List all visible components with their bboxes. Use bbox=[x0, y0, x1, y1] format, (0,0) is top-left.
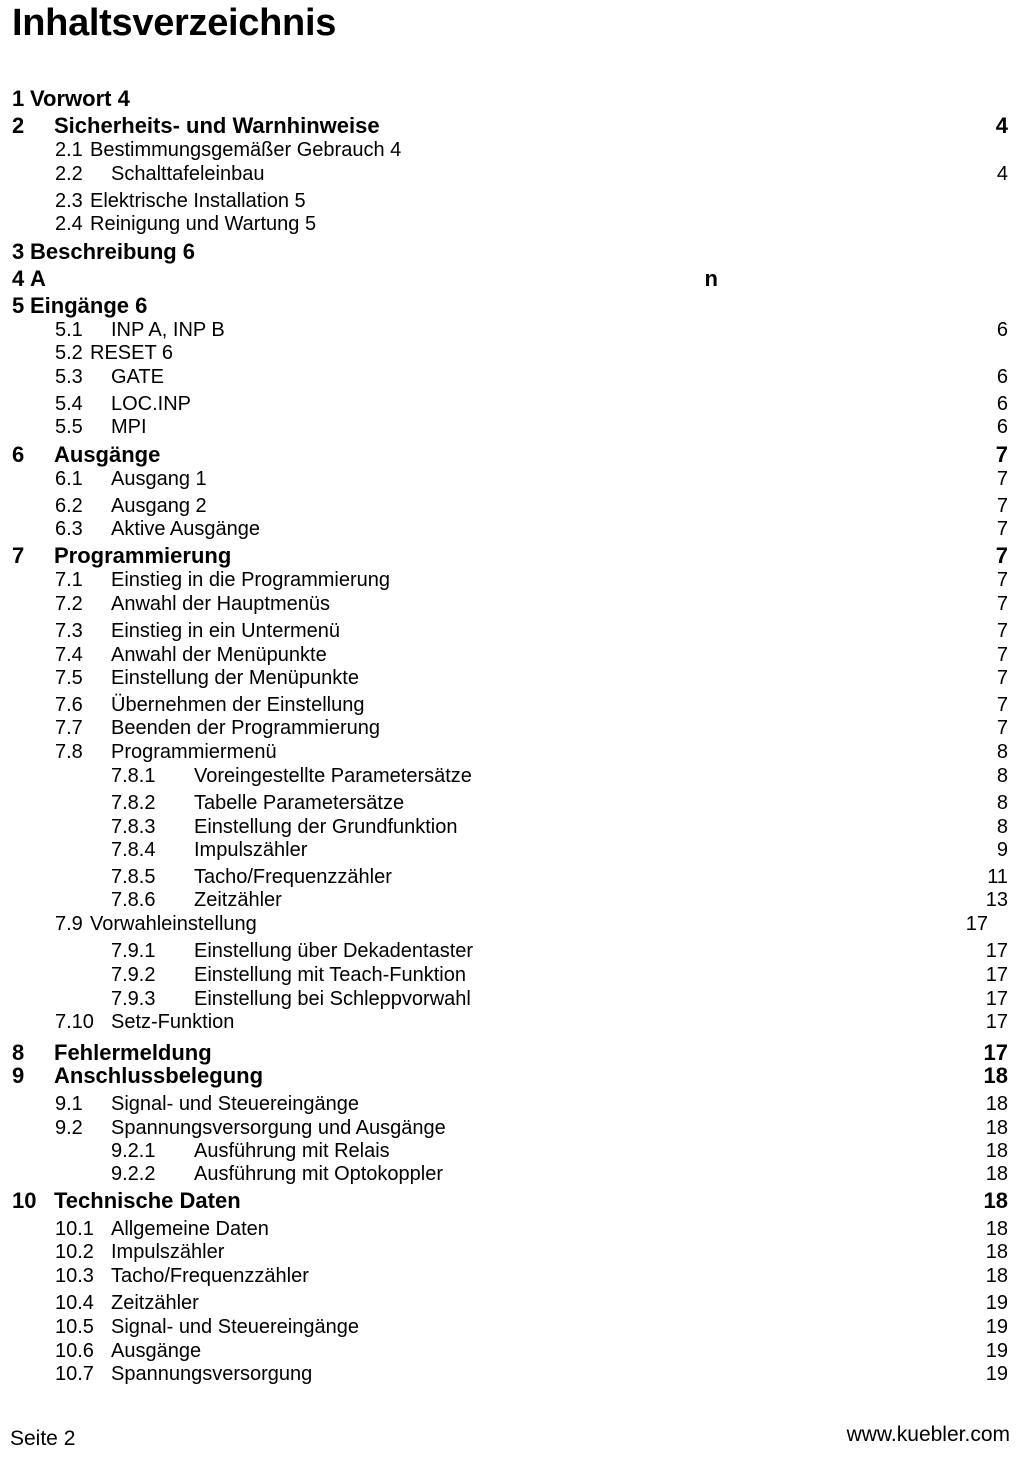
toc-entry-number: 1 bbox=[12, 86, 25, 111]
toc-entry-number: 7.9.1 bbox=[111, 940, 156, 962]
toc-entry-page: 7 bbox=[995, 543, 1008, 568]
toc-entry-page: 19 bbox=[985, 1316, 1008, 1338]
toc-entry-page: 17 bbox=[985, 964, 1008, 986]
toc-entry-page: 8 bbox=[996, 765, 1008, 787]
toc-entry-number: 2.1 bbox=[55, 139, 83, 161]
toc-entry-title: Einstellung der Menüpunkte bbox=[111, 667, 359, 689]
toc-entry-title: LOC.INP bbox=[111, 393, 192, 415]
toc-entry-page: 17 bbox=[965, 913, 988, 935]
toc-entry-page: 18 bbox=[985, 1140, 1008, 1162]
toc-entry-number: 2.3 bbox=[55, 190, 83, 212]
toc-entry-page: 7 bbox=[996, 667, 1008, 689]
toc-entry-number: 10.3 bbox=[55, 1265, 94, 1287]
toc-entry-page: 4 bbox=[996, 163, 1008, 185]
toc-entry-title: Impulszähler bbox=[194, 839, 308, 861]
toc-entry-title: Ausgänge bbox=[111, 1340, 202, 1362]
toc-entry-title: Einstieg in die Programmierung bbox=[111, 569, 391, 591]
toc-entry-title: Programmierung bbox=[54, 543, 232, 568]
toc-entry-title: Einstellung über Dekadentaster bbox=[194, 940, 474, 962]
toc-entry-page: 17 bbox=[985, 988, 1008, 1010]
toc-entry-title: Beschreibung 6 bbox=[30, 239, 196, 264]
toc-entry-title: A bbox=[30, 266, 46, 291]
toc-entry-number: 10.2 bbox=[55, 1241, 94, 1263]
toc-entry-page: 19 bbox=[985, 1363, 1008, 1385]
toc-entry-page: 6 bbox=[996, 366, 1008, 388]
toc-entry-page: 7 bbox=[996, 495, 1008, 517]
toc-entry-page: 17 bbox=[983, 1040, 1008, 1065]
toc-entry-title: Vorwort 4 bbox=[30, 86, 130, 111]
toc-entry-number: 9 bbox=[12, 1063, 25, 1088]
toc-entry-number: 9.2.2 bbox=[111, 1163, 156, 1185]
toc-entry-number: 9.2 bbox=[55, 1117, 83, 1139]
toc-entry-number: 9.2.1 bbox=[111, 1140, 156, 1162]
toc-entry-page: 18 bbox=[985, 1163, 1008, 1185]
toc-entry-number: 7.8.6 bbox=[111, 889, 156, 911]
toc-entry-page: 8 bbox=[996, 816, 1008, 838]
toc-entry-number: 6.2 bbox=[55, 495, 83, 517]
toc-entry-title: Ausgang 1 bbox=[111, 468, 207, 490]
toc-entry-page: 19 bbox=[985, 1340, 1008, 1362]
toc-entry-page: 7 bbox=[996, 717, 1008, 739]
toc-entry-title: Elektrische Installation 5 bbox=[90, 190, 306, 212]
toc-entry-title: Einstieg in ein Untermenü bbox=[111, 620, 341, 642]
toc-entry-title: Übernehmen der Einstellung bbox=[111, 694, 365, 716]
toc-entry-title: Anwahl der Hauptmenüs bbox=[111, 593, 331, 615]
toc-entry-title: Reinigung und Wartung 5 bbox=[90, 213, 317, 235]
toc-entry-number: 7.5 bbox=[55, 667, 83, 689]
toc-entry-title: MPI bbox=[111, 416, 147, 438]
toc-entry-page: 18 bbox=[985, 1117, 1008, 1139]
toc-entry-number: 10 bbox=[12, 1188, 37, 1213]
toc-entry-title: Eingänge 6 bbox=[30, 293, 148, 318]
toc-entry-page: 18 bbox=[985, 1241, 1008, 1263]
toc-entry-title: Spannungsversorgung bbox=[111, 1363, 313, 1385]
toc-entry-page: 7 bbox=[996, 593, 1008, 615]
toc-entry-number: 5.4 bbox=[55, 393, 83, 415]
toc-entry-title: Voreingestellte Parametersätze bbox=[194, 765, 472, 787]
toc-entry-number: 4 bbox=[12, 266, 25, 291]
toc-entry-page: 4 bbox=[995, 113, 1008, 138]
toc-entry-title: RESET 6 bbox=[90, 342, 173, 364]
toc-entry-title: Einstellung mit Teach-Funktion bbox=[194, 964, 466, 986]
toc-entry-title: INP A, INP B bbox=[111, 319, 225, 341]
toc-entry-title: Bestimmungsgemäßer Gebrauch 4 bbox=[90, 139, 402, 161]
toc-entry-title: Programmiermenü bbox=[111, 741, 277, 763]
toc-entry-title: Tacho/Frequenzzähler bbox=[194, 866, 392, 888]
toc-entry-page: 18 bbox=[983, 1188, 1008, 1213]
toc-entry-number: 5 bbox=[12, 293, 25, 318]
toc-entry-number: 7.4 bbox=[55, 644, 83, 666]
toc-entry-number: 7.9.2 bbox=[111, 964, 156, 986]
toc-entry-page: 7 bbox=[996, 694, 1008, 716]
toc-entry-title: Signal- und Steuereingänge bbox=[111, 1093, 359, 1115]
toc-entry-page: 19 bbox=[985, 1292, 1008, 1314]
toc-entry-title: Zeitzähler bbox=[194, 889, 282, 911]
toc-entry-title: Einstellung der Grundfunktion bbox=[194, 816, 458, 838]
toc-entry-title: Technische Daten bbox=[54, 1188, 241, 1213]
toc-entry-title: Anschlussbelegung bbox=[54, 1063, 264, 1088]
toc-entry-number: 7.8.4 bbox=[111, 839, 156, 861]
toc-entry-number: 7.2 bbox=[55, 593, 83, 615]
toc-entry-title: Tabelle Parametersätze bbox=[194, 792, 405, 814]
toc-entry-number: 7.1 bbox=[55, 569, 83, 591]
toc-entry-page: 18 bbox=[985, 1093, 1008, 1115]
toc-entry-page: 18 bbox=[983, 1063, 1008, 1088]
toc-entry-page: 6 bbox=[996, 416, 1008, 438]
toc-entry-number: 7.7 bbox=[55, 717, 83, 739]
toc-entry-number: 10.5 bbox=[55, 1316, 94, 1338]
toc-entry-page: 7 bbox=[996, 620, 1008, 642]
toc-entry-number: 7.8.5 bbox=[111, 866, 156, 888]
footer-page-label: Seite 2 bbox=[10, 1427, 76, 1450]
toc-entry-number: 9.1 bbox=[55, 1093, 83, 1115]
toc-entry-title: Signal- und Steuereingänge bbox=[111, 1316, 359, 1338]
toc-entry-title: Anwahl der Menüpunkte bbox=[111, 644, 327, 666]
toc-entry-title: Ausgang 2 bbox=[111, 495, 207, 517]
toc-entry-title: Setz-Funktion bbox=[111, 1011, 235, 1033]
toc-entry-page: 9 bbox=[996, 839, 1008, 861]
toc-entry-number: 3 bbox=[12, 239, 25, 264]
toc-entry-number: 7.6 bbox=[55, 694, 83, 716]
toc-entry-number: 5.2 bbox=[55, 342, 83, 364]
toc-entry-page: n bbox=[704, 266, 718, 291]
toc-entry-page: 8 bbox=[996, 741, 1008, 763]
toc-entry-number: 10.1 bbox=[55, 1218, 94, 1240]
toc-entry-title: Beenden der Programmierung bbox=[111, 717, 381, 739]
toc-entry-number: 6 bbox=[12, 442, 25, 467]
toc-entry-number: 7.9 bbox=[55, 913, 83, 935]
toc-entry-page: 7 bbox=[996, 569, 1008, 591]
footer-website-link[interactable]: www.kuebler.com bbox=[846, 1423, 1010, 1446]
toc-entry-number: 5.3 bbox=[55, 366, 83, 388]
toc-entry-number: 2.2 bbox=[55, 163, 83, 185]
toc-entry-number: 7 bbox=[12, 543, 25, 568]
toc-entry-page: 8 bbox=[996, 792, 1008, 814]
toc-entry-title: Zeitzähler bbox=[111, 1292, 199, 1314]
toc-entry-number: 2.4 bbox=[55, 213, 83, 235]
toc-entry-page: 7 bbox=[996, 644, 1008, 666]
toc-entry-number: 7.10 bbox=[55, 1011, 94, 1033]
toc-entry-title: Fehlermeldung bbox=[54, 1040, 212, 1065]
toc-entry-number: 5.5 bbox=[55, 416, 83, 438]
toc-entry-title: GATE bbox=[111, 366, 164, 388]
toc-entry-title: Ausgänge bbox=[54, 442, 161, 467]
toc-entry-title: Aktive Ausgänge bbox=[111, 518, 260, 540]
toc-entry-page: 17 bbox=[985, 1011, 1008, 1033]
toc-entry-number: 7.8 bbox=[55, 741, 83, 763]
toc-entry-page: 7 bbox=[996, 518, 1008, 540]
toc-entry-number: 7.8.1 bbox=[111, 765, 156, 787]
toc-entry-number: 10.7 bbox=[55, 1363, 94, 1385]
toc-entry-title: Allgemeine Daten bbox=[111, 1218, 269, 1240]
toc-entry-page: 13 bbox=[985, 889, 1008, 911]
toc-entry-page: 11 bbox=[987, 866, 1008, 888]
toc-entry-title: Vorwahleinstellung bbox=[90, 913, 257, 935]
toc-entry-page: 18 bbox=[985, 1218, 1008, 1240]
toc-entry-number: 7.3 bbox=[55, 620, 83, 642]
toc-entry-number: 7.8.2 bbox=[111, 792, 156, 814]
toc-entry-title: Einstellung bei Schleppvorwahl bbox=[194, 988, 471, 1010]
toc-entry-page: 6 bbox=[996, 319, 1008, 341]
toc-entry-number: 2 bbox=[12, 113, 25, 138]
toc-entry-number: 7.9.3 bbox=[111, 988, 156, 1010]
toc-entry-number: 5.1 bbox=[55, 319, 83, 341]
toc-entry-number: 10.6 bbox=[55, 1340, 94, 1362]
toc-entry-number: 7.8.3 bbox=[111, 816, 156, 838]
toc-entry-title: Spannungsversorgung und Ausgänge bbox=[111, 1117, 446, 1139]
toc-entry-page: 7 bbox=[995, 442, 1008, 467]
toc-entry-page: 7 bbox=[996, 468, 1008, 490]
toc-entry-number: 6.1 bbox=[55, 468, 83, 490]
toc-entry-title: Schalttafeleinbau bbox=[111, 163, 265, 185]
toc-entry-number: 10.4 bbox=[55, 1292, 94, 1314]
toc-entry-page: 6 bbox=[996, 393, 1008, 415]
toc-entry-number: 8 bbox=[12, 1040, 25, 1065]
toc-entry-number: 6.3 bbox=[55, 518, 83, 540]
toc-entry-title: Tacho/Frequenzzähler bbox=[111, 1265, 309, 1287]
toc-entry-title: Impulszähler bbox=[111, 1241, 225, 1263]
toc-entry-page: 18 bbox=[985, 1265, 1008, 1287]
toc-entry-title: Ausführung mit Relais bbox=[194, 1140, 390, 1162]
toc-entry-page: 17 bbox=[985, 940, 1008, 962]
toc-entry-title: Ausführung mit Optokoppler bbox=[194, 1163, 444, 1185]
page-title: Inhaltsverzeichnis bbox=[12, 2, 337, 44]
toc-entry-title: Sicherheits- und Warnhinweise bbox=[54, 113, 380, 138]
